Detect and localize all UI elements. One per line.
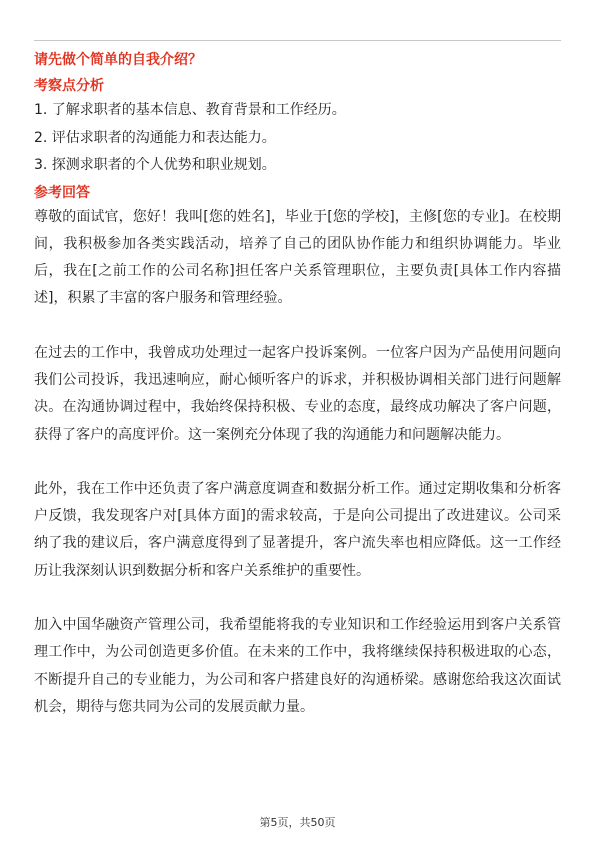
- page-number: 第5页，共50页: [259, 816, 336, 829]
- answer-paragraph: 在过去的工作中，我曾成功处理过一起客户投诉案例。一位客户因为产品使用问题向我们公司投诉，我迅速响应，耐心倾听客户的诉求，并积极协调相关部门进行问题解决。在沟通协调过程中，我始终保持积极、专业的态度，最终成功解决了客户问题，获得了客户的高度评价。这一案例充分体现了我的沟通能力和问题解决能力。: [34, 344, 561, 443]
- answer-heading: 参考回答: [34, 184, 90, 201]
- analysis-point: 1. 了解求职者的基本信息、教育背景和工作经历。: [34, 102, 346, 118]
- analysis-points: [34, 97, 561, 180]
- analysis-heading: 考察点分析: [34, 78, 104, 94]
- answer-paragraph: 加入中国华融资产管理公司，我希望能将我的专业知识和工作经验运用到客户关系管理工作中，为公司创造更多价值。在未来的工作中，我将继续保持积极进取的心态，不断提升自己的专业能力，为公司和客户搭建良好的沟通桥梁。感谢您给我这次面试机会，期待与您共同为公司的发展贡献力量。: [34, 617, 561, 715]
- answer-paragraph: 此外，我在工作中还负责了客户满意度调查和数据分析工作。通过定期收集和分析客户反馈，我发现客户对[具体方面]的需求较高，于是向公司提出了改进建议。公司采纳了我的建议后，客户满意度得到了显著提升，客户流失率也相应降低。这一工作经历让我深刻认识到数据分析和客户关系维护的重要性。: [34, 480, 561, 579]
- analysis-point: 3. 探测求职者的个人优势和职业规划。: [34, 157, 276, 173]
- page-content: [34, 47, 561, 748]
- question-title: 请先做个简单的自我介绍？: [34, 52, 202, 68]
- analysis-point: 2. 评估求职者的沟通能力和表达能力。: [34, 129, 276, 146]
- answer-paragraph: 尊敬的面试官，您好！我叫[您的姓名]，毕业于[您的学校]，主修[您的专业]。在校期间，我积极参加各类实践活动，培养了自己的团队协作能力和组织协调能力。毕业后，我在[之前工作的公司名称]担任客户关系管理职位，主要负责[具体工作内容描述]，积累了丰富的客户服务和管理经验。: [34, 208, 561, 307]
- top-divider: [34, 40, 561, 41]
